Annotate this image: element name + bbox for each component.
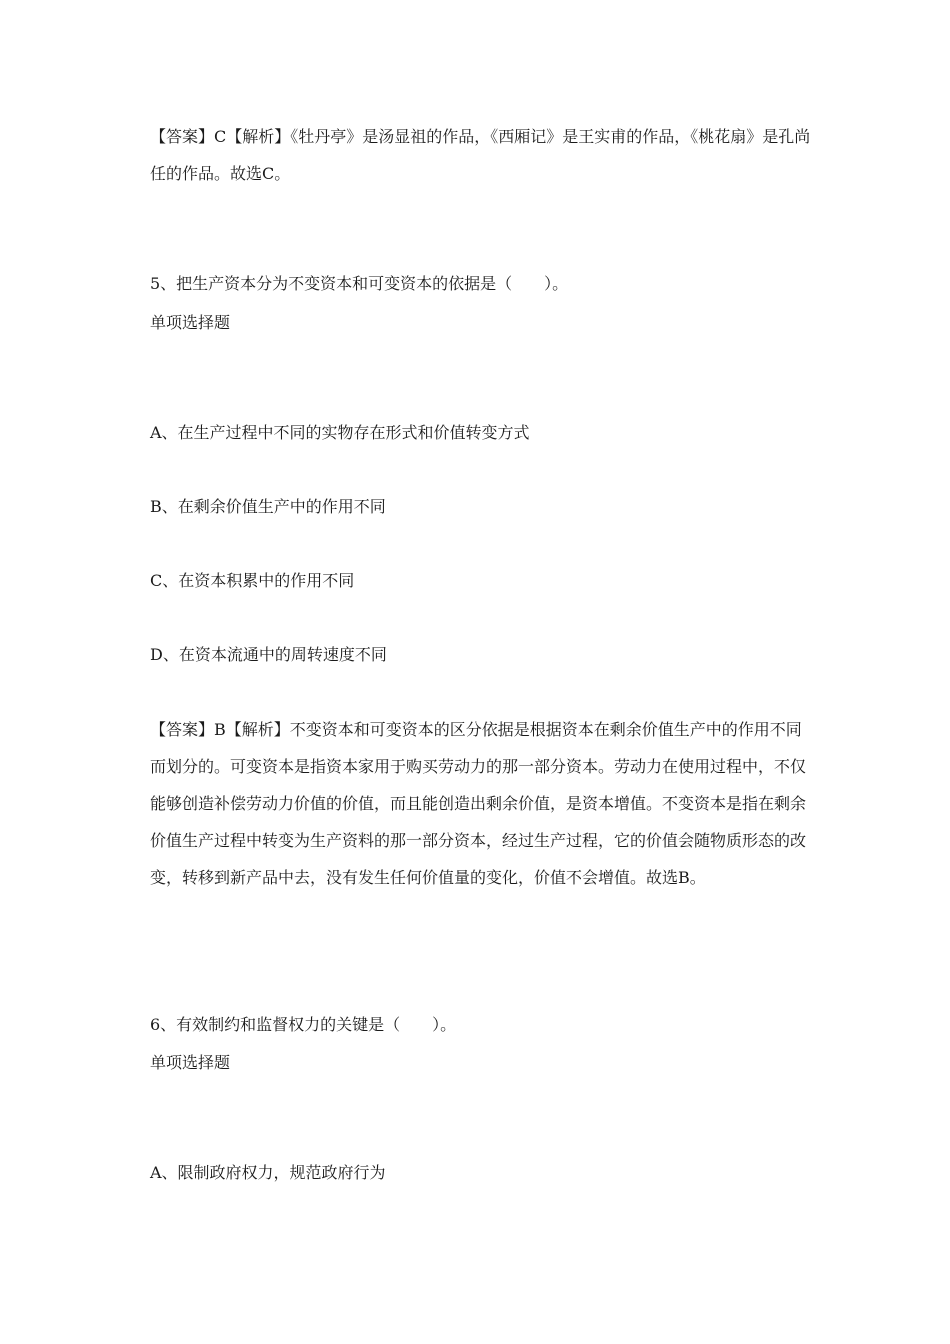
q5-answer-explanation: 【答案】B【解析】不变资本和可变资本的区分依据是根据资本在剩余价值生产中的作用不同而划分的。可变资本是指资本家用于购买劳动力的那一部分资本。劳动力在使用过程中，不仅能够创造补偿劳动力价值的价值，而且能创造出剩余价值，是资本增值。不变资本是指在剩余价值生产过程中转变为生产资料的那一部分资本，经过生产过程，它的价值会随物质形态的改变，转移到新产品中去，没有发生任何价值量的变化，价值不会增值。故选B。 <box>150 720 807 887</box>
q5-option-a: A、在生产过程中不同的实物存在形式和价值转变方式 <box>150 423 530 442</box>
q4-answer-explanation: 【答案】C【解析】《牡丹亭》是汤显祖的作品，《西厢记》是王实甫的作品，《桃花扇》是孔尚任的作品。故选C。 <box>150 127 811 183</box>
q6-question: 6、有效制约和监督权力的关键是（ ）。 <box>150 1015 457 1034</box>
q5-option-d: D、在资本流通中的周转速度不同 <box>150 645 387 664</box>
q5-type: 单项选择题 <box>150 313 231 332</box>
q5-option-c: C、在资本积累中的作用不同 <box>150 571 355 590</box>
q6-option-a: A、限制政府权力，规范政府行为 <box>150 1163 386 1182</box>
q6-type: 单项选择题 <box>150 1053 231 1072</box>
q5-option-b: B、在剩余价值生产中的作用不同 <box>150 497 386 516</box>
q5-question: 5、把生产资本分为不变资本和可变资本的依据是（ ）。 <box>150 274 569 293</box>
